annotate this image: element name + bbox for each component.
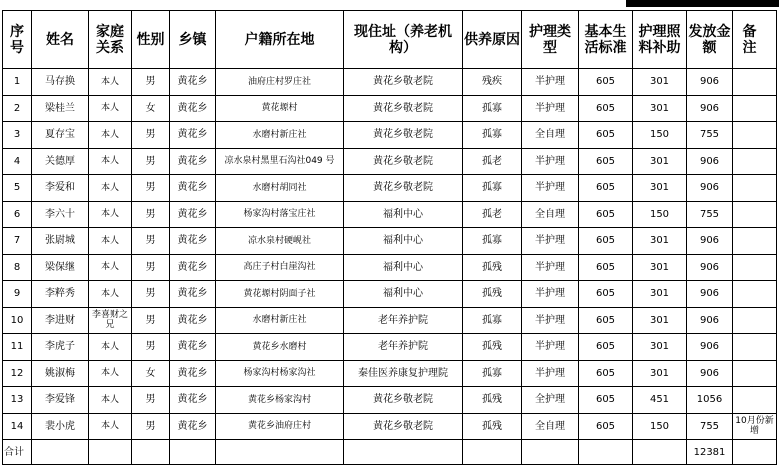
cell-index: 9: [3, 281, 32, 308]
cell-index: 11: [3, 334, 32, 361]
cell-care-type: 全自理: [522, 201, 579, 228]
col-header-care-type: 护理类型: [522, 11, 579, 69]
cell-basic-living-standard: 605: [579, 148, 633, 175]
cell-care-subsidy: 301: [633, 228, 687, 255]
cell-care-subsidy: 150: [633, 122, 687, 149]
cell-name: 张尉城: [32, 228, 89, 255]
cell-support-reason: 孤残: [463, 254, 522, 281]
cell-relation: 本人: [89, 413, 132, 440]
cell-household-registration: 黄花塬村阴面子社: [216, 281, 344, 308]
cell-index: 4: [3, 148, 32, 175]
total-empty-cell: [579, 440, 633, 465]
cell-current-address: 福利中心: [344, 281, 463, 308]
cell-support-reason: 孤残: [463, 334, 522, 361]
cell-payment-amount: 906: [687, 175, 733, 202]
cell-care-subsidy: 301: [633, 95, 687, 122]
total-empty-cell: [132, 440, 170, 465]
cell-township: 黄花乡: [170, 281, 216, 308]
cell-care-subsidy: 150: [633, 413, 687, 440]
total-row: [3, 440, 777, 465]
cell-gender: 男: [132, 334, 170, 361]
cell-remarks: [733, 69, 777, 96]
cell-current-address: 福利中心: [344, 254, 463, 281]
total-empty-cell: [170, 440, 216, 465]
cell-payment-amount: 1056: [687, 387, 733, 414]
cell-name: 梁桂兰: [32, 95, 89, 122]
cell-household-registration: 凉水泉村硬岘社: [216, 228, 344, 255]
cell-name: 李六十: [32, 201, 89, 228]
cell-name: 李虎子: [32, 334, 89, 361]
cell-township: 黄花乡: [170, 413, 216, 440]
cell-support-reason: 孤残: [463, 281, 522, 308]
cell-gender: 男: [132, 254, 170, 281]
cell-basic-living-standard: 605: [579, 254, 633, 281]
cell-care-subsidy: 150: [633, 201, 687, 228]
col-header-household-registration: 户籍所在地: [216, 11, 344, 69]
cell-township: 黄花乡: [170, 307, 216, 334]
cell-name: 马存换: [32, 69, 89, 96]
cell-gender: 男: [132, 201, 170, 228]
col-header-care-subsidy: 护理照料补助: [633, 11, 687, 69]
total-amount: 12381: [687, 440, 733, 465]
cell-basic-living-standard: 605: [579, 360, 633, 387]
cropped-heading-text: [626, 0, 779, 7]
cell-remarks: [733, 334, 777, 361]
cell-remarks: [733, 254, 777, 281]
cell-household-registration: 黄花塬村: [216, 95, 344, 122]
cell-name: 关德厚: [32, 148, 89, 175]
cell-support-reason: 孤寡: [463, 307, 522, 334]
cell-current-address: 黄花乡敬老院: [344, 69, 463, 96]
cell-remarks: [733, 228, 777, 255]
table-row: [3, 334, 777, 361]
cell-payment-amount: 906: [687, 95, 733, 122]
cell-care-type: 半护理: [522, 148, 579, 175]
cell-household-registration: 黄花乡油府庄村: [216, 413, 344, 440]
cell-gender: 男: [132, 413, 170, 440]
cell-payment-amount: 755: [687, 201, 733, 228]
cell-care-type: 全护理: [522, 387, 579, 414]
cell-township: 黄花乡: [170, 148, 216, 175]
cell-index: 14: [3, 413, 32, 440]
cell-care-subsidy: 301: [633, 175, 687, 202]
cell-remarks: [733, 148, 777, 175]
cell-remarks: [733, 201, 777, 228]
table-row: [3, 413, 777, 440]
col-header-remarks: 备 注: [733, 11, 777, 69]
cell-gender: 男: [132, 387, 170, 414]
cell-name: 梁保继: [32, 254, 89, 281]
cell-relation: 本人: [89, 148, 132, 175]
cell-index: 7: [3, 228, 32, 255]
cell-support-reason: 孤寡: [463, 175, 522, 202]
table-row: [3, 95, 777, 122]
cell-index: 8: [3, 254, 32, 281]
cell-payment-amount: 755: [687, 413, 733, 440]
cell-index: 1: [3, 69, 32, 96]
table-row: [3, 387, 777, 414]
support-roster-table: [2, 10, 777, 465]
cell-care-type: 半护理: [522, 281, 579, 308]
table-row: [3, 69, 777, 96]
cell-care-subsidy: 301: [633, 334, 687, 361]
cell-payment-amount: 755: [687, 122, 733, 149]
col-header-payment-amount: 发放金额: [687, 11, 733, 69]
col-header-gender: 性别: [132, 11, 170, 69]
table-row: [3, 281, 777, 308]
cell-name: 李爱和: [32, 175, 89, 202]
cell-payment-amount: 906: [687, 228, 733, 255]
cell-township: 黄花乡: [170, 334, 216, 361]
cell-payment-amount: 906: [687, 281, 733, 308]
cell-current-address: 黄花乡敬老院: [344, 413, 463, 440]
total-empty-cell: [89, 440, 132, 465]
cell-basic-living-standard: 605: [579, 413, 633, 440]
cell-care-type: 半护理: [522, 175, 579, 202]
cell-payment-amount: 906: [687, 148, 733, 175]
cell-gender: 男: [132, 175, 170, 202]
cell-payment-amount: 906: [687, 254, 733, 281]
cell-basic-living-standard: 605: [579, 122, 633, 149]
cell-care-type: 半护理: [522, 69, 579, 96]
table-row: [3, 254, 777, 281]
cell-name: 夏存宝: [32, 122, 89, 149]
cell-basic-living-standard: 605: [579, 69, 633, 96]
cell-remarks: [733, 281, 777, 308]
col-header-township: 乡镇: [170, 11, 216, 69]
total-empty-cell: [344, 440, 463, 465]
cell-index: 3: [3, 122, 32, 149]
col-header-basic-living-standard: 基本生活标准: [579, 11, 633, 69]
cell-care-type: 半护理: [522, 334, 579, 361]
cell-care-subsidy: 301: [633, 69, 687, 96]
cell-care-type: 全自理: [522, 122, 579, 149]
cell-support-reason: 孤老: [463, 201, 522, 228]
cell-current-address: 老年养护院: [344, 334, 463, 361]
cell-support-reason: 孤残: [463, 413, 522, 440]
cell-care-subsidy: 301: [633, 360, 687, 387]
total-empty-cell: [216, 440, 344, 465]
cell-township: 黄花乡: [170, 95, 216, 122]
col-header-relation: 家庭关系: [89, 11, 132, 69]
cell-gender: 男: [132, 69, 170, 96]
cell-support-reason: 孤老: [463, 148, 522, 175]
cell-township: 黄花乡: [170, 387, 216, 414]
cell-name: 姚淑梅: [32, 360, 89, 387]
cell-basic-living-standard: 605: [579, 387, 633, 414]
cell-current-address: 福利中心: [344, 201, 463, 228]
cell-household-registration: 高庄子村白崖沟社: [216, 254, 344, 281]
cell-index: 6: [3, 201, 32, 228]
total-empty-cell: [733, 440, 777, 465]
total-empty-cell: [32, 440, 89, 465]
cell-relation: 李喜财之兄: [89, 307, 132, 334]
cell-basic-living-standard: 605: [579, 175, 633, 202]
cell-current-address: 黄花乡敬老院: [344, 148, 463, 175]
cell-gender: 男: [132, 122, 170, 149]
table-row: [3, 148, 777, 175]
cell-payment-amount: 906: [687, 360, 733, 387]
cell-current-address: 黄花乡敬老院: [344, 387, 463, 414]
cell-township: 黄花乡: [170, 69, 216, 96]
col-header-current-address: 现住址（养老机构）: [344, 11, 463, 69]
cell-care-subsidy: 301: [633, 307, 687, 334]
cell-remarks: [733, 122, 777, 149]
cell-index: 5: [3, 175, 32, 202]
cell-gender: 男: [132, 281, 170, 308]
cell-remarks: [733, 360, 777, 387]
cell-gender: 女: [132, 360, 170, 387]
col-header-name: 姓名: [32, 11, 89, 69]
cell-township: 黄花乡: [170, 122, 216, 149]
cell-basic-living-standard: 605: [579, 334, 633, 361]
cell-index: 13: [3, 387, 32, 414]
cell-remarks: [733, 95, 777, 122]
total-empty-cell: [633, 440, 687, 465]
col-header-support-reason: 供养原因: [463, 11, 522, 69]
total-empty-cell: [463, 440, 522, 465]
cell-care-type: 全自理: [522, 413, 579, 440]
cell-basic-living-standard: 605: [579, 281, 633, 308]
table-row: [3, 307, 777, 334]
cell-gender: 男: [132, 148, 170, 175]
cell-name: 李进财: [32, 307, 89, 334]
cell-support-reason: 残疾: [463, 69, 522, 96]
cell-household-registration: 杨家沟村落宝庄社: [216, 201, 344, 228]
cell-index: 12: [3, 360, 32, 387]
cell-household-registration: 黄花乡水磨村: [216, 334, 344, 361]
cell-name: 裴小虎: [32, 413, 89, 440]
cell-township: 黄花乡: [170, 228, 216, 255]
table-row: [3, 122, 777, 149]
cell-remarks: 10月份新增: [733, 413, 777, 440]
cell-remarks: [733, 307, 777, 334]
cell-gender: 女: [132, 95, 170, 122]
cell-current-address: 秦佳医养康复护理院: [344, 360, 463, 387]
cell-current-address: 福利中心: [344, 228, 463, 255]
cell-current-address: 老年养护院: [344, 307, 463, 334]
cell-basic-living-standard: 605: [579, 95, 633, 122]
table-row: [3, 175, 777, 202]
cell-payment-amount: 906: [687, 334, 733, 361]
cell-township: 黄花乡: [170, 360, 216, 387]
table-row: [3, 228, 777, 255]
cell-relation: 本人: [89, 281, 132, 308]
col-header-index: 序号: [3, 11, 32, 69]
cell-relation: 本人: [89, 122, 132, 149]
cell-care-type: 半护理: [522, 95, 579, 122]
cell-relation: 本人: [89, 387, 132, 414]
cell-support-reason: 孤寡: [463, 228, 522, 255]
cell-relation: 本人: [89, 254, 132, 281]
cell-index: 2: [3, 95, 32, 122]
cell-payment-amount: 906: [687, 307, 733, 334]
cell-township: 黄花乡: [170, 175, 216, 202]
cell-care-type: 半护理: [522, 307, 579, 334]
cell-relation: 本人: [89, 95, 132, 122]
cell-township: 黄花乡: [170, 201, 216, 228]
cell-relation: 本人: [89, 228, 132, 255]
cell-remarks: [733, 175, 777, 202]
cell-support-reason: 孤寡: [463, 360, 522, 387]
cell-index: 10: [3, 307, 32, 334]
cell-care-subsidy: 301: [633, 254, 687, 281]
cell-basic-living-standard: 605: [579, 307, 633, 334]
cell-household-registration: 黄花乡杨家沟村: [216, 387, 344, 414]
cell-relation: 本人: [89, 175, 132, 202]
cell-household-registration: 杨家沟村杨家沟社: [216, 360, 344, 387]
cell-basic-living-standard: 605: [579, 228, 633, 255]
cell-basic-living-standard: 605: [579, 201, 633, 228]
cell-gender: 男: [132, 228, 170, 255]
cell-current-address: 黄花乡敬老院: [344, 95, 463, 122]
cell-payment-amount: 906: [687, 69, 733, 96]
cell-care-subsidy: 301: [633, 148, 687, 175]
cell-support-reason: 孤残: [463, 387, 522, 414]
cell-care-type: 半护理: [522, 360, 579, 387]
cell-care-type: 半护理: [522, 254, 579, 281]
cell-name: 李粹秀: [32, 281, 89, 308]
total-empty-cell: [522, 440, 579, 465]
cell-household-registration: 水磨村新庄社: [216, 122, 344, 149]
cell-relation: 本人: [89, 360, 132, 387]
cell-relation: 本人: [89, 334, 132, 361]
total-label: 合计: [3, 440, 32, 465]
header-row: [3, 11, 777, 69]
cell-care-subsidy: 451: [633, 387, 687, 414]
cell-care-subsidy: 301: [633, 281, 687, 308]
cell-household-registration: 水磨村新庄社: [216, 307, 344, 334]
cell-care-type: 半护理: [522, 228, 579, 255]
cell-household-registration: 油府庄村罗庄社: [216, 69, 344, 96]
cell-relation: 本人: [89, 201, 132, 228]
cell-name: 李爱锋: [32, 387, 89, 414]
cell-household-registration: 凉水泉村黑里石沟社049 号: [216, 148, 344, 175]
cell-remarks: [733, 387, 777, 414]
cell-gender: 男: [132, 307, 170, 334]
cell-township: 黄花乡: [170, 254, 216, 281]
table-row: [3, 360, 777, 387]
table-row: [3, 201, 777, 228]
cell-current-address: 黄花乡敬老院: [344, 122, 463, 149]
cell-support-reason: 孤寡: [463, 95, 522, 122]
cell-relation: 本人: [89, 69, 132, 96]
cell-support-reason: 孤寡: [463, 122, 522, 149]
cell-current-address: 黄花乡敬老院: [344, 175, 463, 202]
cell-household-registration: 水磨村胡同社: [216, 175, 344, 202]
